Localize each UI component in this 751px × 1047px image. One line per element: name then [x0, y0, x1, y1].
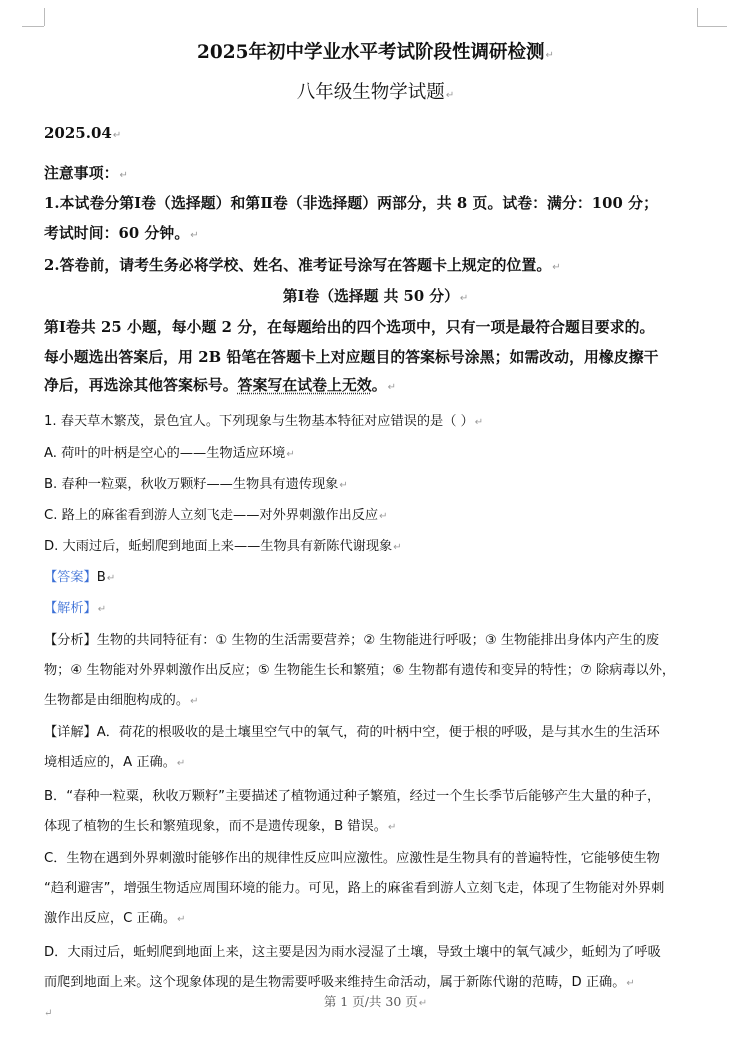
crop-mark-top-left: [22, 26, 44, 27]
analysis-line-1: 【分析】生物的共同特征有：① 生物的生活需要营养；② 生物能进行呼吸；③ 生物能排出身体内产生的废: [44, 633, 660, 648]
detail-d-line-1: D．大雨过后，蚯蚓爬到地面上来，这主要是因为雨水浸湿了土壤，导致土壤中的氧气减少，蚯蚓为了呼吸: [44, 945, 661, 960]
section-intro-2: 每小题选出答案后，用 2B 铅笔在答题卡上对应题目的答案标号涂黑；如需改动，用橡皮擦干: [44, 349, 659, 366]
option-d: D. 大雨过后，蚯蚓爬到地面上来——生物具有新陈代谢现象↵: [44, 539, 402, 554]
question-stem: 1. 春天草木繁茂，景色宜人。下列现象与生物基本特征对应错误的是（ ）↵: [44, 414, 484, 429]
analysis-heading: 【解析】↵: [44, 601, 107, 616]
exam-subtitle: 八年级生物学试题↵: [296, 82, 455, 103]
detail-b-line-1: B．“春种一粒粟，秋收万颗籽”主要描述了植物通过种子繁殖，经过一个生长季节后能够产生大量的种子，: [44, 789, 661, 804]
answer: 【答案】B↵: [44, 570, 116, 585]
option-b: B. 春种一粒粟，秋收万颗籽——生物具有遗传现象↵: [44, 477, 348, 492]
detail-c-line-2: “趋利避害”，增强生物适应周围环境的能力。可见，路上的麻雀看到游人立刻飞走，体现了生物能对外界刺: [44, 881, 665, 896]
detail-c-line-3: 激作出反应，C 正确。↵: [44, 911, 186, 926]
notice-line-1b: 考试时间：60 分钟。↵: [44, 225, 199, 242]
option-c: C. 路上的麻雀看到游人立刻飞走——对外界刺激作出反应↵: [44, 508, 388, 523]
analysis-line-2: 物；④ 生物能对外界刺激作出反应；⑤ 生物能生长和繁殖；⑥ 生物都有遗传和变异的特性；⑦ 除病毒以外，: [44, 663, 676, 678]
detail-b-line-2: 体现了植物的生长和繁殖现象，而不是遗传现象，B 错误。↵: [44, 819, 397, 834]
crop-mark-top-left: [44, 8, 45, 26]
page-footer: 第 1 页/共 30 页↵: [323, 994, 428, 1009]
notice-heading: 注意事项：↵: [44, 165, 128, 182]
paragraph-mark: ↵: [44, 1008, 53, 1019]
detail-a-line-1: 【详解】A．荷花的根吸收的是土壤里空气中的氧气，荷的叶柄中空，便于根的呼吸，是与其水生的生活环: [44, 725, 660, 740]
exam-date: 2025.04↵: [44, 124, 122, 142]
analysis-line-3: 生物都是由细胞构成的。↵: [44, 693, 199, 708]
detail-d-line-2: 而爬到地面上来。这个现象体现的是生物需要呼吸来维持生命活动，属于新陈代谢的范畴，D 正确。↵: [44, 975, 635, 990]
crop-mark-top-right: [697, 8, 698, 26]
notice-line-1: 1.本试卷分第Ⅰ卷（选择题）和第Ⅱ卷（非选择题）两部分，共 8 页。试卷：满分：100 分；: [44, 195, 658, 212]
option-a: A. 荷叶的叶柄是空心的——生物适应环境↵: [44, 446, 295, 461]
section-intro-1: 第Ⅰ卷共 25 小题，每小题 2 分，在每题给出的四个选项中，只有一项是最符合题目要求的。: [44, 319, 655, 336]
section-intro-3: 净后，再选涂其他答案标号。答案写在试卷上无效。↵: [44, 377, 397, 394]
detail-a-line-2: 境相适应的，A 正确。↵: [44, 755, 186, 770]
section-title: 第Ⅰ卷（选择题 共 50 分）↵: [282, 288, 469, 305]
notice-line-2: 2.答卷前，请考生务必将学校、姓名、准考证号涂写在答题卡上规定的位置。↵: [44, 257, 561, 274]
detail-c-line-1: C．生物在遇到外界刺激时能够作出的规律性反应叫应激性。应激性是生物具有的普遍特性，它能够使生物: [44, 851, 660, 866]
exam-title: 2025年初中学业水平考试阶段性调研检测↵: [197, 42, 554, 63]
crop-mark-top-right: [697, 26, 727, 27]
